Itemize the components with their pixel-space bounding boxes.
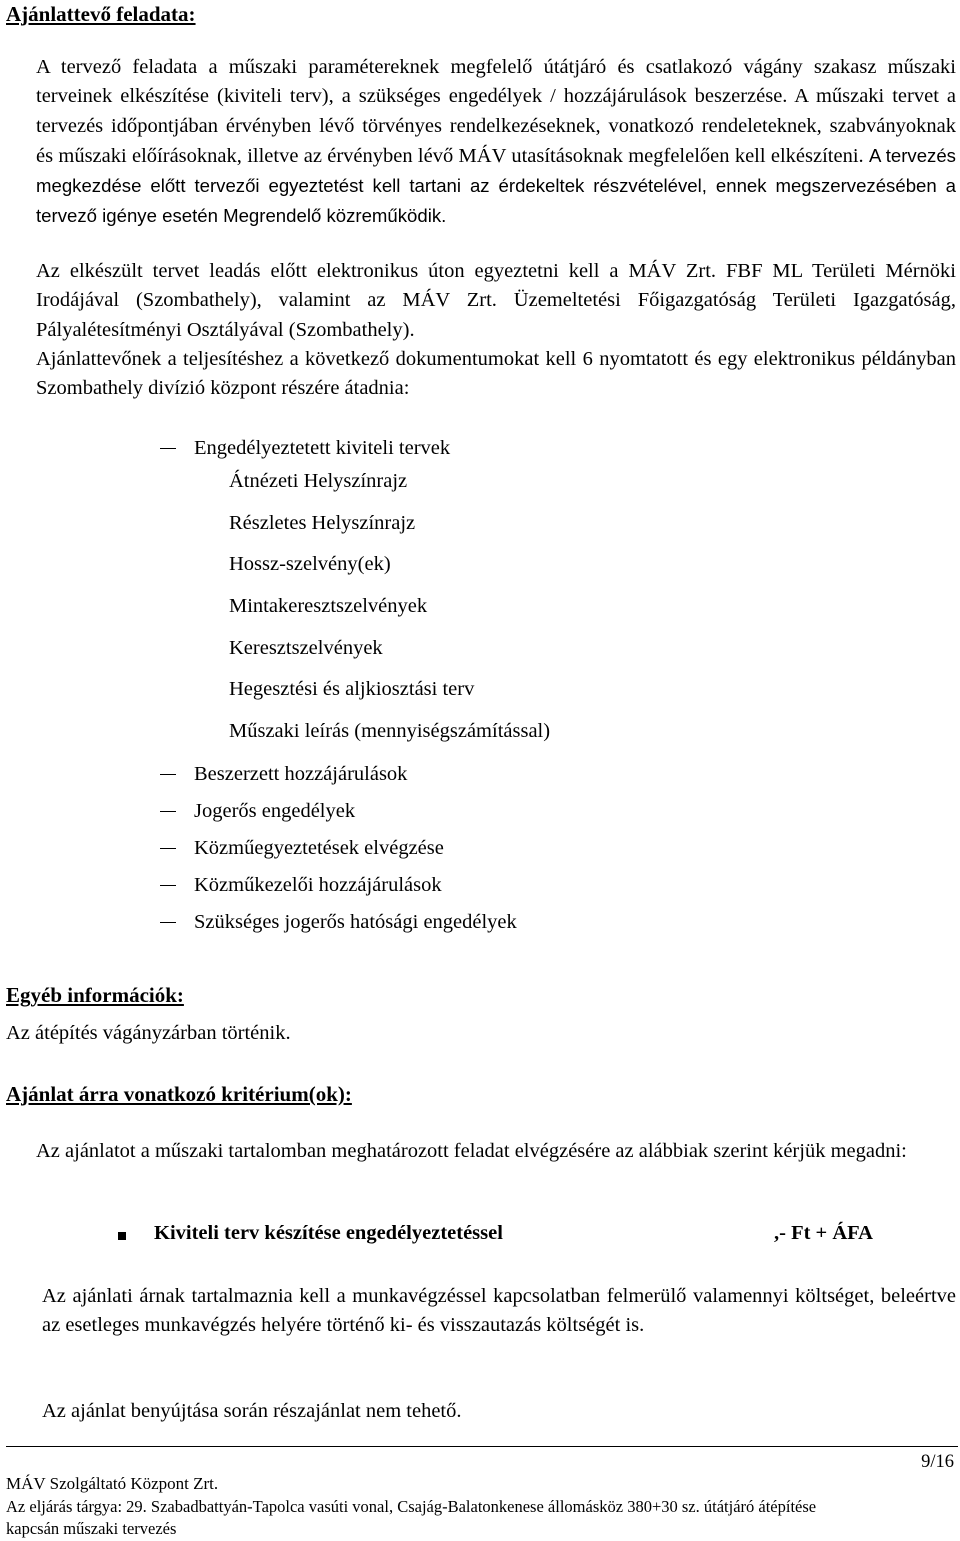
heading-other-info: Egyéb információk: bbox=[6, 983, 184, 1007]
footer-subject-line2: kapcsán műszaki tervezés bbox=[6, 1519, 177, 1538]
list-item-label: Engedélyeztetett kiviteli tervek bbox=[194, 437, 451, 459]
footer-company: MÁV Szolgáltató Központ Zrt. bbox=[6, 1474, 219, 1493]
dash-bullet-icon bbox=[160, 848, 176, 849]
paragraph-deliverables-intro: Ajánlattevőnek a teljesítéshez a következő dokumentumokat kell 6 nyomtatott és egy elektronikus példányban Szombathely divízió központ részére átadnia: bbox=[36, 348, 956, 400]
list-item-label: Beszerzett hozzájárulások bbox=[194, 763, 408, 785]
list-item bbox=[160, 830, 517, 867]
other-info-text: Az átépítés vágányzárban történik. bbox=[6, 1022, 291, 1044]
list-item bbox=[160, 867, 517, 904]
deliverables-list-continued bbox=[160, 756, 517, 941]
sublist-item: Mintakeresztszelvények bbox=[229, 595, 428, 618]
dash-bullet-icon bbox=[160, 448, 176, 449]
paragraph-task-text: A tervező feladata a műszaki paramétereknek megfelelő útátjáró és csatlakozó vágány szakasz műszaki terveinek elkészítése (kiviteli terv), a szükséges engedélyek / hozzájárulások beszerzése. A műszaki tervet a tervezés időpontjában érvényben lévő törvényes rendelkezéseknek, vonatkozó rendeleteknek, szabványoknak és műszaki előírásoknak, illetve az érvényben lévő MÁV utasításoknak megfelelően kell elkészíteni. bbox=[36, 56, 956, 167]
paragraph-coordination: Az elkészült tervet leadás előtt elektronikus úton egyeztetni kell a MÁV Zrt. FBF ML Területi Mérnöki Irodájával (Szombathely), valamint az MÁV Zrt. Üzemeltetési Főigazgatóság Területi Igazgatóság, Pályalétesítményi Osztályával (Szombathely). bbox=[36, 260, 956, 341]
list-item-label: Szükséges jogerős hatósági engedélyek bbox=[194, 911, 517, 933]
heading-bidder-task: Ajánlattevő feladata: bbox=[6, 2, 196, 26]
paragraph-price-contents: Az ajánlati árnak tartalmaznia kell a munkavégzéssel kapcsolatban felmerülő valamennyi költséget, beleértve az esetleges munkavégzés helyére történő ki- és visszautazás költségét is. bbox=[42, 1285, 956, 1337]
sublist-item: Részletes Helyszínrajz bbox=[229, 511, 416, 534]
list-item-label: Közműegyeztetések elvégzése bbox=[194, 837, 444, 859]
list-item bbox=[160, 793, 517, 830]
paragraph-consultation-text: A tervezés megkezdése előtt tervezői egyeztetést kell tartani az érdekeltek részvételével, ennek megszervezésében a tervező igénye esetén Megrendelő közreműködik. bbox=[36, 144, 956, 227]
dash-bullet-icon bbox=[160, 885, 176, 886]
paragraph-task-description bbox=[36, 53, 956, 232]
sublist-item: Hossz-szelvény(ek) bbox=[229, 553, 391, 576]
square-bullet-icon bbox=[118, 1232, 126, 1240]
heading-price-criteria: Ajánlat árra vonatkozó kritérium(ok): bbox=[6, 1082, 352, 1106]
paragraph-no-partial-offer: Az ajánlat benyújtása során részajánlat nem tehető. bbox=[42, 1400, 462, 1422]
price-item-value: ,- Ft + ÁFA bbox=[774, 1222, 873, 1244]
list-item-label: Jogerős engedélyek bbox=[194, 800, 356, 822]
page-number: 9/16 bbox=[921, 1452, 954, 1472]
list-item bbox=[160, 904, 517, 941]
plan-documents-sublist bbox=[229, 461, 550, 753]
sublist-item: Átnézeti Helyszínrajz bbox=[229, 470, 408, 492]
sublist-item: Keresztszelvények bbox=[229, 636, 383, 659]
sublist-item: Hegesztési és aljkiosztási terv bbox=[229, 678, 475, 701]
paragraph-offer-request: Az ajánlatot a műszaki tartalomban meghatározott feladat elvégzésére az alábbiak szerint kérjük megadni: bbox=[36, 1140, 907, 1162]
footer-subject-line1: Az eljárás tárgya: 29. Szabadbattyán-Tapolca vasúti vonal, Csajág-Balatonkenese állomásköz 380+30 sz. útátjáró átépítése bbox=[6, 1497, 817, 1516]
dash-bullet-icon bbox=[160, 922, 176, 923]
footer-divider bbox=[6, 1446, 958, 1447]
price-item-label: Kiviteli terv készítése engedélyeztetéssel bbox=[154, 1222, 503, 1244]
list-item-label: Közműkezelői hozzájárulások bbox=[194, 874, 442, 896]
sublist-item: Műszaki leírás (mennyiségszámítással) bbox=[229, 720, 551, 743]
dash-bullet-icon bbox=[160, 774, 176, 775]
list-item bbox=[160, 756, 517, 793]
dash-bullet-icon bbox=[160, 811, 176, 812]
